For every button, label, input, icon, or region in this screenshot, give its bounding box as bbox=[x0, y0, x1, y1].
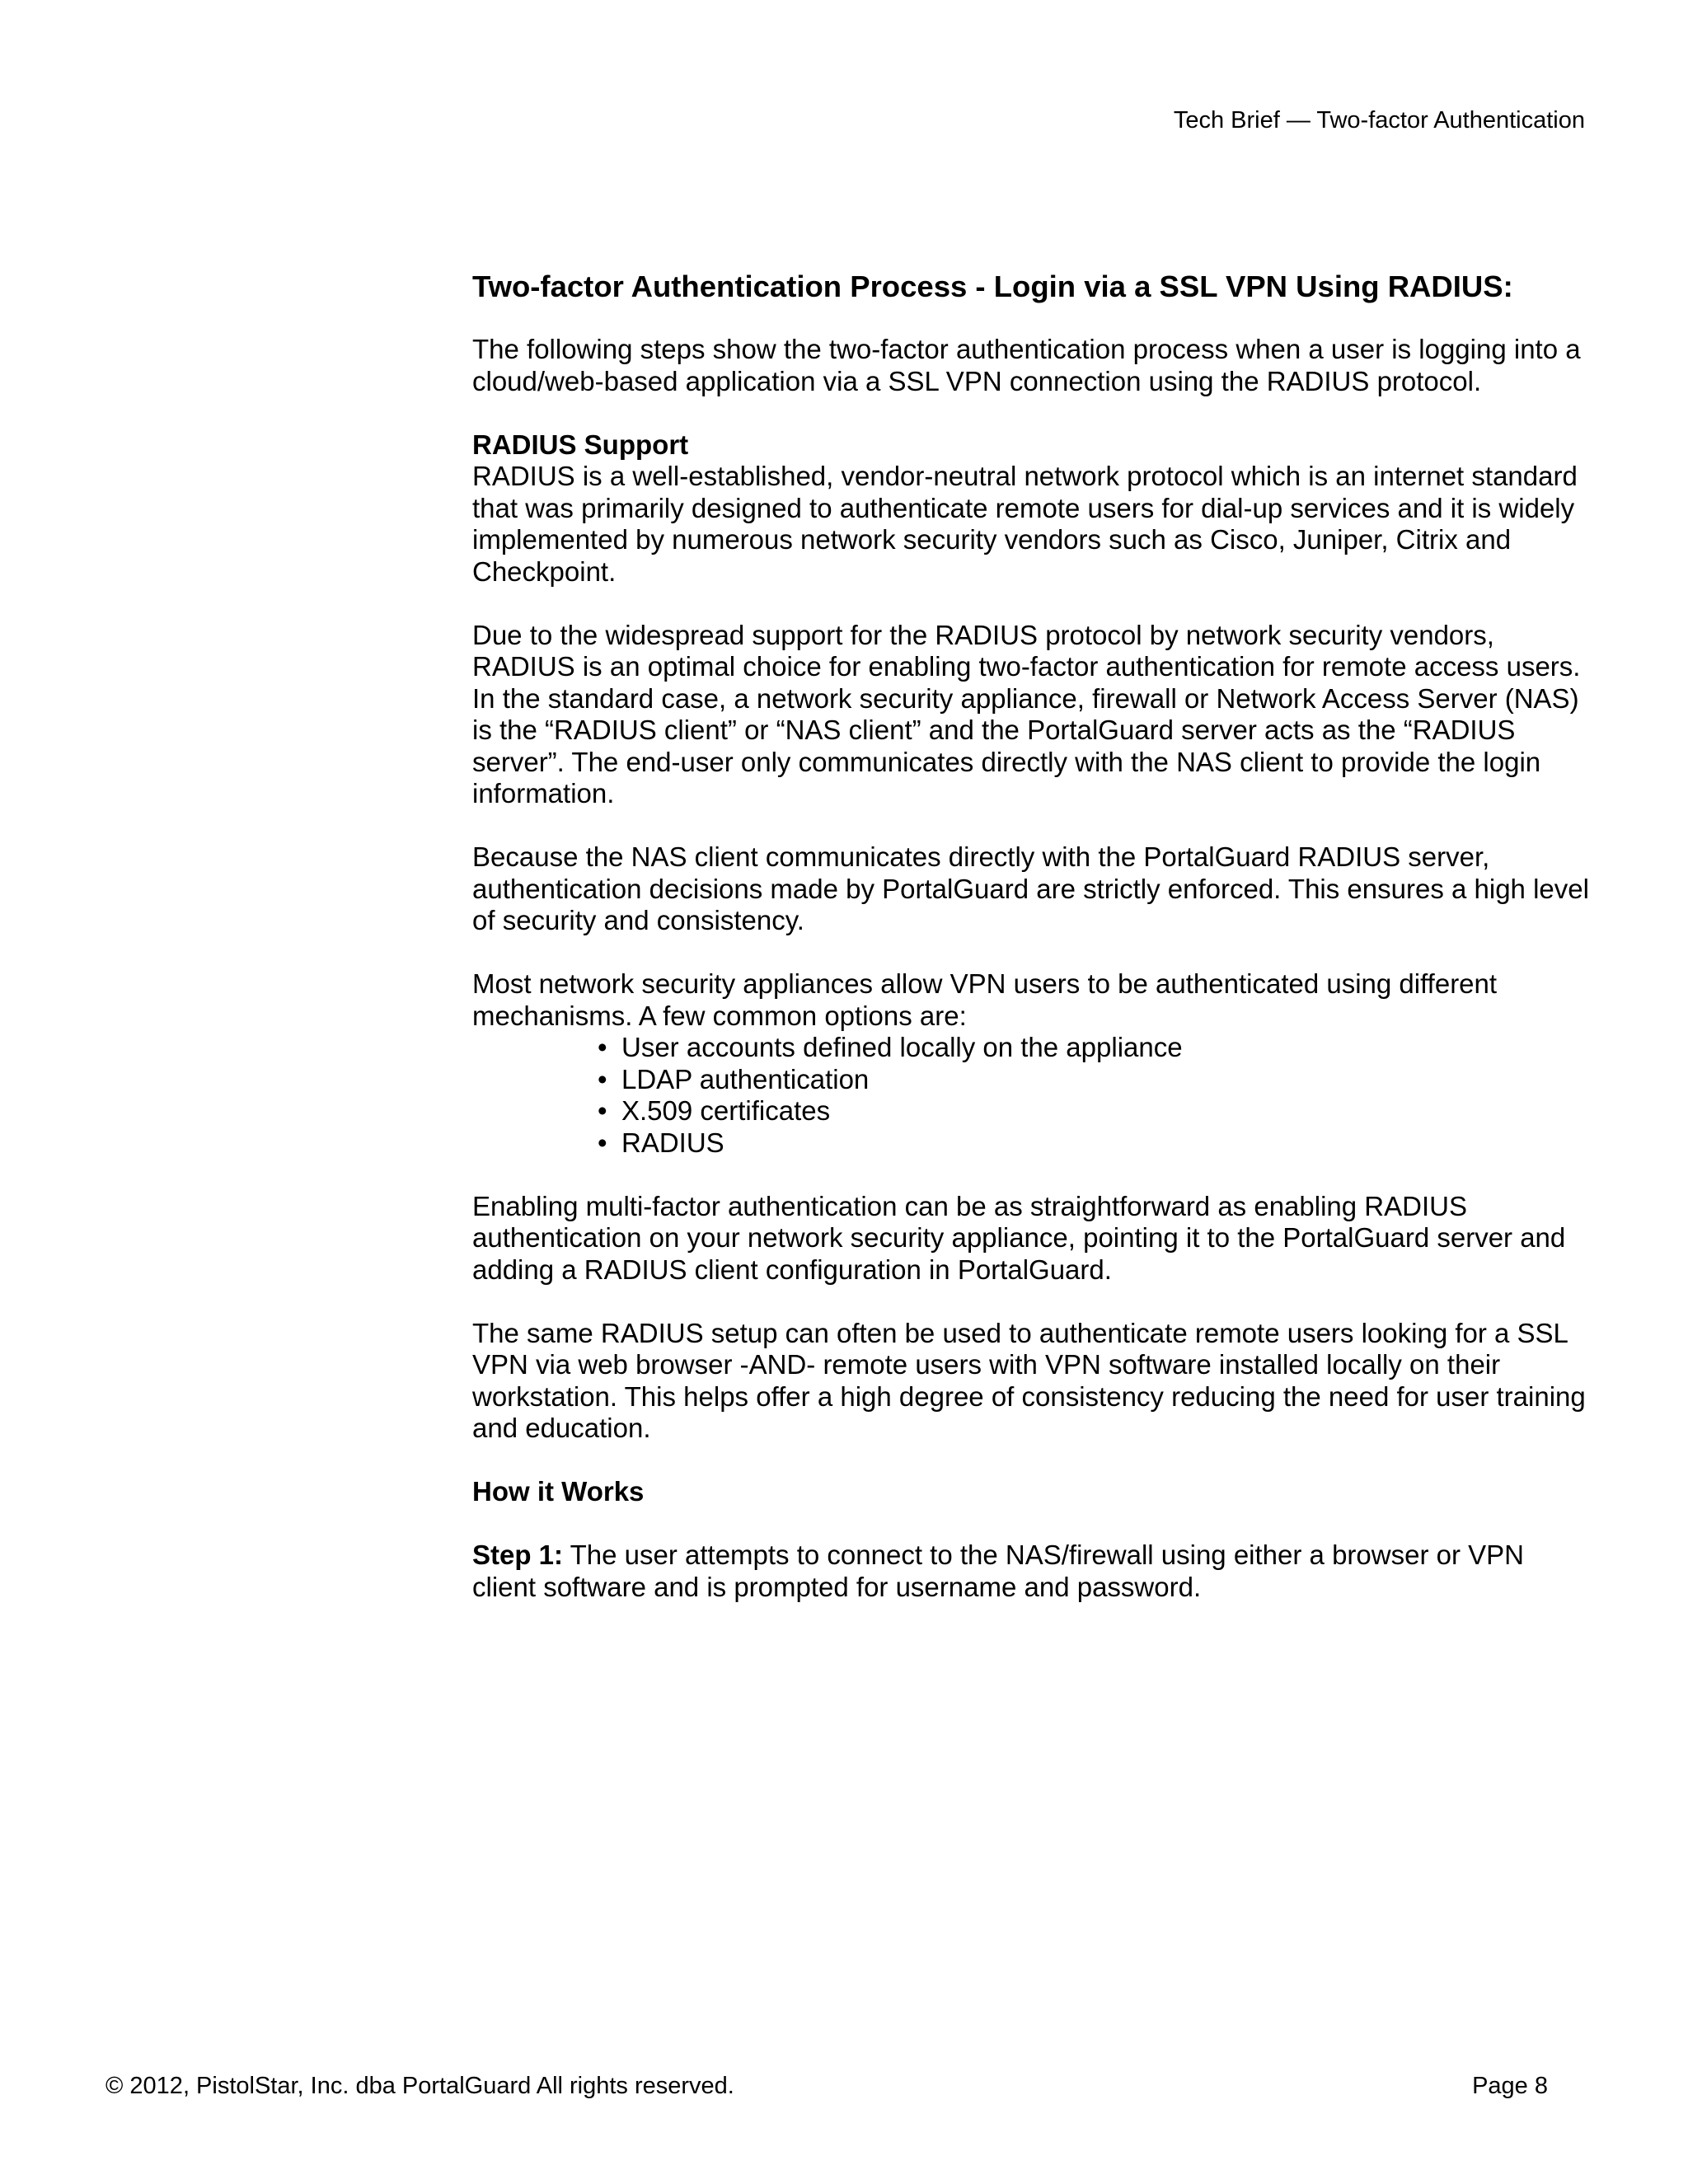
mechanisms-list bbox=[472, 1032, 1595, 1159]
footer-copyright: © 2012, PistolStar, Inc. dba PortalGuard All rights reserved. bbox=[106, 2073, 734, 2099]
radius-support-paragraph: RADIUS is a well-established, vendor-neutral network protocol which is an internet standard that was primarily designed to authenticate remote users for dial-up services and it is widely implemented by numerous network security vendors such as Cisco, Juniper, Citrix and Checkpoint. bbox=[472, 461, 1578, 587]
footer-page-number: Page 8 bbox=[1472, 2073, 1548, 2099]
widespread-support-paragraph: Due to the widespread support for the RADIUS protocol by network security vendors, RADIUS is an optimal choice for enabling two-factor authentication for remote access users. In the standard case, a network security appliance, firewall or Network Access Server (NAS) is the “RADIUS client” or “NAS client” and the PortalGuard server acts as the “RADIUS server”. The end-user only communicates directly with the NAS client to provide the login information. bbox=[472, 619, 1581, 808]
step-1-label: Step 1: bbox=[472, 1540, 564, 1570]
list-item bbox=[598, 1064, 1595, 1096]
list-item-text: X.509 certificates bbox=[621, 1095, 831, 1126]
step-1-text: The user attempts to connect to the NAS/firewall using either a browser or VPN client software and is prompted for username and password. bbox=[472, 1540, 1524, 1602]
nas-client-paragraph: Because the NAS client communicates directly with the PortalGuard RADIUS server, authentication decisions made by PortalGuard are strictly enforced. This ensures a high level of security and consistency. bbox=[472, 841, 1589, 935]
list-item bbox=[598, 1095, 1595, 1127]
bullet-icon: • bbox=[598, 1095, 607, 1126]
how-it-works-heading: How it Works bbox=[472, 1476, 645, 1507]
enabling-paragraph: Enabling multi-factor authentication can be as straightforward as enabling RADIUS authentication on your network security appliance, pointing it to the PortalGuard server and adding a RADIUS client configuration in PortalGuard. bbox=[472, 1190, 1566, 1285]
page-content bbox=[472, 269, 1595, 1635]
list-item-text: RADIUS bbox=[621, 1127, 724, 1158]
list-item bbox=[598, 1032, 1595, 1064]
list-item bbox=[598, 1127, 1595, 1160]
same-setup-paragraph: The same RADIUS setup can often be used to authenticate remote users looking for a SSL VPN via web browser -AND- remote users with VPN software installed locally on their workstation. This helps offer a high degree of consistency reducing the need for user training and education. bbox=[472, 1317, 1586, 1443]
list-item-text: LDAP authentication bbox=[621, 1063, 870, 1094]
step-1-paragraph bbox=[472, 1540, 1595, 1603]
running-header: Tech Brief — Two-factor Authentication bbox=[1173, 107, 1585, 134]
radius-support-heading: RADIUS Support bbox=[472, 429, 689, 460]
intro-paragraph: The following steps show the two-factor authentication process when a user is logging into a cloud/web-based application via a SSL VPN connection using the RADIUS protocol. bbox=[472, 334, 1581, 396]
bullet-icon: • bbox=[598, 1127, 607, 1158]
bullet-icon: • bbox=[598, 1063, 607, 1094]
mechanisms-paragraph: Most network security appliances allow VPN users to be authenticated using different mechanisms. A few common options are: bbox=[472, 968, 1498, 1031]
list-item-text: User accounts defined locally on the appliance bbox=[621, 1032, 1183, 1062]
section-title: Two-factor Authentication Process - Login via a SSL VPN Using RADIUS: bbox=[472, 269, 1513, 303]
bullet-icon: • bbox=[598, 1032, 607, 1062]
